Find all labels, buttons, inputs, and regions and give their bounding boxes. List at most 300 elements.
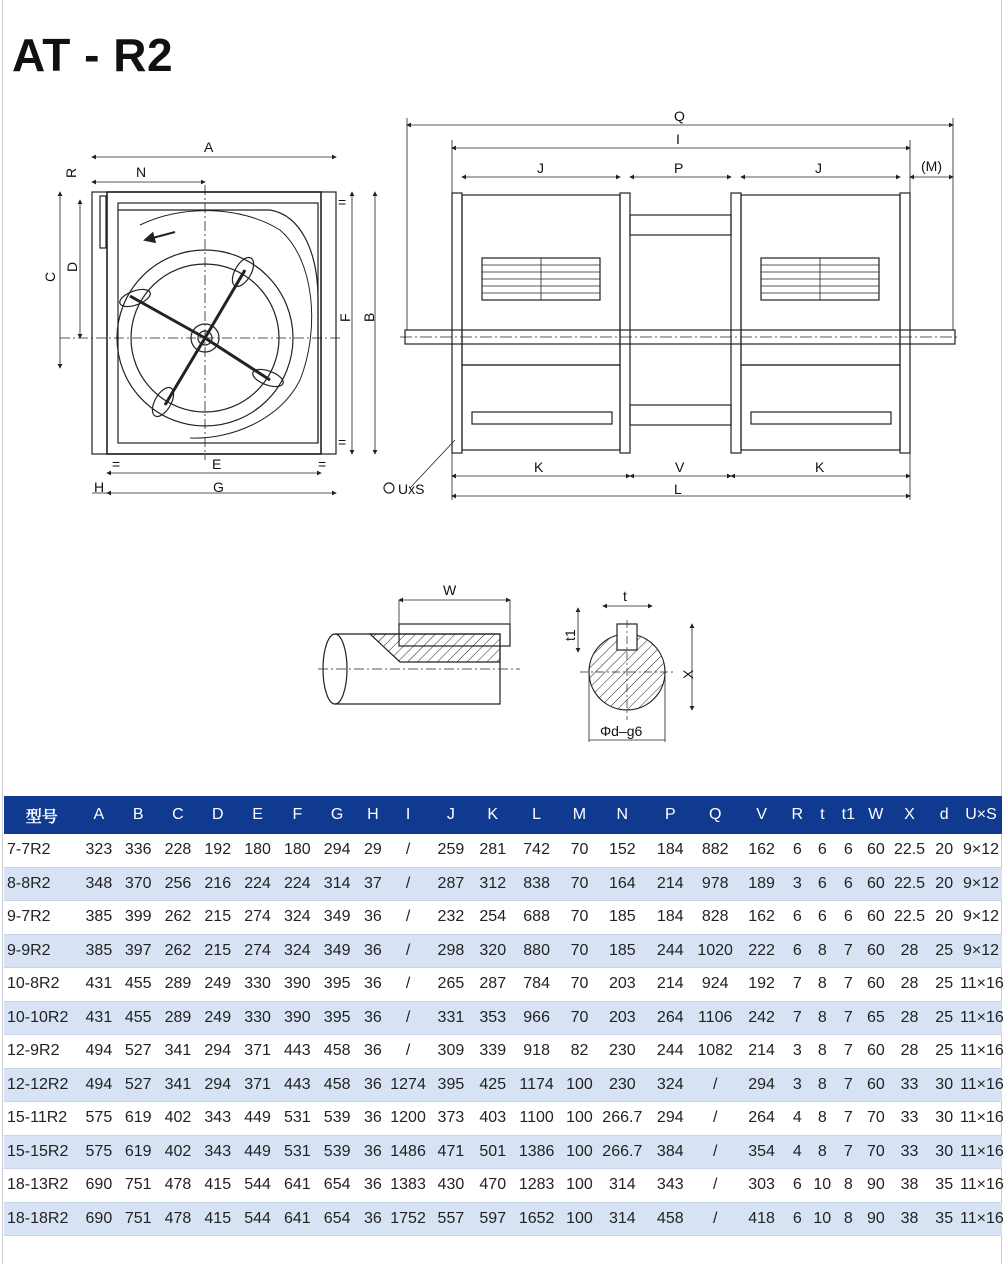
column-header: t: [809, 796, 836, 834]
svg-text:A: A: [204, 139, 214, 155]
table-cell: 25: [928, 968, 960, 1002]
table-cell: 33: [891, 1102, 929, 1136]
table-cell: /: [693, 1068, 738, 1102]
table-cell: 6: [786, 934, 809, 968]
svg-text:N: N: [136, 164, 147, 180]
table-cell: 28: [891, 934, 929, 968]
column-header: d: [928, 796, 960, 834]
table-cell: 471: [427, 1135, 474, 1169]
table-cell: 262: [158, 901, 198, 935]
table-cell: 8: [836, 1202, 862, 1236]
table-cell: 264: [738, 1102, 786, 1136]
table-cell: 527: [118, 1068, 158, 1102]
model-cell: 12-9R2: [4, 1035, 80, 1069]
table-cell: 978: [693, 867, 738, 901]
table-cell: 458: [317, 1035, 357, 1069]
table-cell: 36: [357, 934, 389, 968]
table-cell: 36: [357, 1135, 389, 1169]
table-cell: 35: [928, 1202, 960, 1236]
table-cell: 385: [80, 934, 119, 968]
table-cell: 371: [238, 1035, 278, 1069]
svg-text:X: X: [680, 669, 696, 679]
table-cell: 36: [357, 1202, 389, 1236]
table-cell: 6: [836, 834, 862, 867]
table-cell: /: [389, 867, 428, 901]
table-cell: 8: [809, 1102, 836, 1136]
column-header: F: [277, 796, 317, 834]
table-cell: 7: [786, 1001, 809, 1035]
column-header: M: [562, 796, 597, 834]
table-cell: 343: [648, 1169, 693, 1203]
table-cell: 828: [693, 901, 738, 935]
table-cell: 262: [158, 934, 198, 968]
column-header: H: [357, 796, 389, 834]
table-cell: 294: [738, 1068, 786, 1102]
table-cell: 331: [427, 1001, 474, 1035]
table-cell: 7: [836, 934, 862, 968]
table-cell: 242: [738, 1001, 786, 1035]
table-cell: 370: [118, 867, 158, 901]
svg-text:W: W: [443, 582, 457, 598]
page-title: AT - R2: [12, 29, 174, 81]
table-cell: 224: [238, 867, 278, 901]
table-row: [4, 1102, 1002, 1136]
table-cell: 1100: [511, 1102, 562, 1136]
svg-text:B: B: [361, 312, 377, 322]
spec-table: [4, 796, 1002, 1236]
table-cell: 7: [836, 1135, 862, 1169]
table-cell: 343: [198, 1102, 238, 1136]
svg-text:Φd–g6: Φd–g6: [600, 723, 643, 739]
table-cell: 690: [80, 1202, 119, 1236]
table-cell: 70: [861, 1102, 891, 1136]
model-cell: 12-12R2: [4, 1068, 80, 1102]
table-cell: 70: [861, 1135, 891, 1169]
table-cell: 3: [786, 867, 809, 901]
table-cell: 1652: [511, 1202, 562, 1236]
table-cell: 7: [836, 1068, 862, 1102]
table-cell: 82: [562, 1035, 597, 1069]
table-cell: 38: [891, 1202, 929, 1236]
model-cell: 15-15R2: [4, 1135, 80, 1169]
table-cell: 10: [809, 1202, 836, 1236]
table-cell: 8: [836, 1169, 862, 1203]
table-cell: 395: [427, 1068, 474, 1102]
table-cell: 281: [474, 834, 511, 867]
table-cell: 274: [238, 934, 278, 968]
table-cell: 390: [277, 968, 317, 1002]
table-cell: 343: [198, 1135, 238, 1169]
table-cell: 1274: [389, 1068, 428, 1102]
table-cell: 384: [648, 1135, 693, 1169]
table-cell: 60: [861, 1068, 891, 1102]
table-cell: 7: [836, 968, 862, 1002]
table-cell: 70: [562, 901, 597, 935]
table-cell: 224: [277, 867, 317, 901]
table-cell: 403: [474, 1102, 511, 1136]
table-cell: 8: [809, 1001, 836, 1035]
column-header: A: [80, 796, 119, 834]
table-cell: 22.5: [891, 901, 929, 935]
table-cell: 619: [118, 1135, 158, 1169]
table-cell: 230: [597, 1068, 648, 1102]
model-cell: 8-8R2: [4, 867, 80, 901]
table-cell: 349: [317, 901, 357, 935]
table-cell: 597: [474, 1202, 511, 1236]
column-header: N: [597, 796, 648, 834]
column-header: P: [648, 796, 693, 834]
table-cell: 314: [597, 1202, 648, 1236]
table-cell: 557: [427, 1202, 474, 1236]
table-cell: 162: [738, 834, 786, 867]
table-cell: 8: [809, 934, 836, 968]
table-cell: 455: [118, 1001, 158, 1035]
table-cell: 1174: [511, 1068, 562, 1102]
table-row: [4, 901, 1002, 935]
side-view-labels: [398, 108, 942, 497]
table-cell: 458: [317, 1068, 357, 1102]
table-cell: 184: [648, 901, 693, 935]
table-cell: 341: [158, 1068, 198, 1102]
model-cell: 7-7R2: [4, 834, 80, 867]
svg-text:=: =: [112, 456, 121, 472]
table-cell: 60: [861, 834, 891, 867]
table-row: [4, 1035, 1002, 1069]
table-cell: 654: [317, 1169, 357, 1203]
table-cell: 324: [648, 1068, 693, 1102]
table-cell: 443: [277, 1035, 317, 1069]
table-cell: 6: [786, 1202, 809, 1236]
table-cell: 36: [357, 1001, 389, 1035]
table-cell: 11×16: [960, 968, 1002, 1002]
table-cell: 222: [738, 934, 786, 968]
table-cell: 838: [511, 867, 562, 901]
svg-text:t1: t1: [562, 629, 578, 641]
table-cell: 256: [158, 867, 198, 901]
side-view: [384, 118, 960, 500]
shaft-detail: [318, 600, 692, 742]
table-cell: 314: [317, 867, 357, 901]
table-cell: 330: [238, 1001, 278, 1035]
column-header: X: [891, 796, 929, 834]
table-cell: 6: [836, 867, 862, 901]
table-cell: 431: [80, 968, 119, 1002]
table-cell: 192: [738, 968, 786, 1002]
table-cell: 90: [861, 1169, 891, 1203]
table-cell: 287: [474, 968, 511, 1002]
table-cell: 449: [238, 1102, 278, 1136]
table-cell: 8: [809, 1135, 836, 1169]
table-cell: 249: [198, 1001, 238, 1035]
table-cell: 9×12: [960, 834, 1002, 867]
table-cell: 312: [474, 867, 511, 901]
table-cell: 215: [198, 901, 238, 935]
table-cell: 494: [80, 1035, 119, 1069]
svg-text:Q: Q: [674, 108, 685, 124]
table-cell: 22.5: [891, 867, 929, 901]
table-cell: 35: [928, 1169, 960, 1203]
table-row: [4, 934, 1002, 968]
table-cell: 100: [562, 1068, 597, 1102]
table-cell: 70: [562, 834, 597, 867]
table-cell: 244: [648, 1035, 693, 1069]
model-cell: 10-8R2: [4, 968, 80, 1002]
table-cell: 294: [648, 1102, 693, 1136]
table-cell: 641: [277, 1202, 317, 1236]
table-cell: 20: [928, 867, 960, 901]
table-cell: 455: [118, 968, 158, 1002]
table-cell: 323: [80, 834, 119, 867]
svg-text:K: K: [815, 459, 825, 475]
svg-text:V: V: [675, 459, 685, 475]
table-cell: 1106: [693, 1001, 738, 1035]
table-cell: 7: [836, 1035, 862, 1069]
table-cell: 751: [118, 1169, 158, 1203]
table-cell: 1486: [389, 1135, 428, 1169]
table-cell: 287: [427, 867, 474, 901]
table-cell: 470: [474, 1169, 511, 1203]
table-cell: 8: [809, 1068, 836, 1102]
table-cell: 539: [317, 1135, 357, 1169]
table-cell: 430: [427, 1169, 474, 1203]
table-cell: 185: [597, 901, 648, 935]
table-cell: 70: [562, 968, 597, 1002]
table-cell: 70: [562, 867, 597, 901]
table-cell: 8: [809, 968, 836, 1002]
svg-text:C: C: [42, 271, 58, 282]
table-cell: 37: [357, 867, 389, 901]
table-row: [4, 1068, 1002, 1102]
model-cell: 15-11R2: [4, 1102, 80, 1136]
table-cell: 6: [786, 901, 809, 935]
column-header: E: [238, 796, 278, 834]
table-cell: 395: [317, 1001, 357, 1035]
table-cell: 28: [891, 1001, 929, 1035]
table-cell: /: [693, 1169, 738, 1203]
table-cell: 7: [786, 968, 809, 1002]
table-cell: /: [389, 1035, 428, 1069]
table-cell: 162: [738, 901, 786, 935]
table-cell: 289: [158, 1001, 198, 1035]
model-cell: 18-18R2: [4, 1202, 80, 1236]
table-cell: 70: [562, 1001, 597, 1035]
table-cell: 232: [427, 901, 474, 935]
model-cell: 10-10R2: [4, 1001, 80, 1035]
table-cell: 531: [277, 1135, 317, 1169]
table-cell: 30: [928, 1068, 960, 1102]
column-header: D: [198, 796, 238, 834]
table-cell: 184: [648, 834, 693, 867]
table-cell: 294: [317, 834, 357, 867]
table-cell: 60: [861, 934, 891, 968]
table-cell: 65: [861, 1001, 891, 1035]
column-header: t1: [836, 796, 862, 834]
table-body: [4, 834, 1002, 1236]
table-cell: 30: [928, 1102, 960, 1136]
table-cell: 11×16: [960, 1001, 1002, 1035]
table-cell: 244: [648, 934, 693, 968]
table-cell: 353: [474, 1001, 511, 1035]
table-cell: 3: [786, 1068, 809, 1102]
table-cell: /: [389, 1001, 428, 1035]
table-cell: 354: [738, 1135, 786, 1169]
table-cell: 203: [597, 968, 648, 1002]
table-cell: 216: [198, 867, 238, 901]
table-cell: 397: [118, 934, 158, 968]
table-cell: 478: [158, 1169, 198, 1203]
table-cell: 11×16: [960, 1068, 1002, 1102]
table-cell: 266.7: [597, 1102, 648, 1136]
table-cell: 544: [238, 1169, 278, 1203]
table-cell: 60: [861, 1035, 891, 1069]
table-cell: /: [389, 968, 428, 1002]
table-cell: 36: [357, 1169, 389, 1203]
table-cell: 402: [158, 1135, 198, 1169]
table-row: [4, 968, 1002, 1002]
table-cell: 320: [474, 934, 511, 968]
table-cell: 1200: [389, 1102, 428, 1136]
table-cell: 1752: [389, 1202, 428, 1236]
table-cell: 966: [511, 1001, 562, 1035]
table-cell: 415: [198, 1202, 238, 1236]
table-cell: 60: [861, 867, 891, 901]
table-cell: 192: [198, 834, 238, 867]
table-cell: 20: [928, 834, 960, 867]
model-cell: 18-13R2: [4, 1169, 80, 1203]
svg-text:E: E: [212, 456, 222, 472]
model-cell: 9-7R2: [4, 901, 80, 935]
table-cell: 11×16: [960, 1035, 1002, 1069]
column-header: B: [118, 796, 158, 834]
table-cell: 289: [158, 968, 198, 1002]
svg-text:(M): (M): [921, 158, 942, 174]
table-cell: 33: [891, 1068, 929, 1102]
table-cell: 4: [786, 1135, 809, 1169]
table-cell: 390: [277, 1001, 317, 1035]
table-cell: 214: [648, 968, 693, 1002]
table-cell: 373: [427, 1102, 474, 1136]
table-cell: 494: [80, 1068, 119, 1102]
table-cell: 324: [277, 901, 317, 935]
table-cell: 60: [861, 901, 891, 935]
table-cell: 28: [891, 968, 929, 1002]
table-row: [4, 1169, 1002, 1203]
table-cell: 880: [511, 934, 562, 968]
table-row: [4, 867, 1002, 901]
table-cell: /: [389, 934, 428, 968]
table-cell: 25: [928, 934, 960, 968]
table-cell: 203: [597, 1001, 648, 1035]
table-cell: 385: [80, 901, 119, 935]
table-row: [4, 834, 1002, 867]
table-cell: 531: [277, 1102, 317, 1136]
column-header: C: [158, 796, 198, 834]
table-cell: 36: [357, 1102, 389, 1136]
model-cell: 9-9R2: [4, 934, 80, 968]
table-row: [4, 1001, 1002, 1035]
table-cell: 324: [277, 934, 317, 968]
table-cell: 1082: [693, 1035, 738, 1069]
table-row: [4, 1202, 1002, 1236]
column-header: R: [786, 796, 809, 834]
table-cell: 641: [277, 1169, 317, 1203]
table-cell: 339: [474, 1035, 511, 1069]
table-cell: 303: [738, 1169, 786, 1203]
table-cell: 185: [597, 934, 648, 968]
table-cell: 20: [928, 901, 960, 935]
table-cell: 230: [597, 1035, 648, 1069]
table-cell: 349: [317, 934, 357, 968]
table-cell: 180: [277, 834, 317, 867]
table-cell: 458: [648, 1202, 693, 1236]
table-cell: 28: [891, 1035, 929, 1069]
table-cell: 6: [809, 834, 836, 867]
table-cell: 9×12: [960, 934, 1002, 968]
table-cell: 100: [562, 1102, 597, 1136]
column-header: 型号: [4, 796, 80, 834]
table-cell: 348: [80, 867, 119, 901]
svg-text:D: D: [64, 261, 80, 272]
table-cell: 341: [158, 1035, 198, 1069]
svg-text:=: =: [318, 456, 327, 472]
table-cell: 418: [738, 1202, 786, 1236]
table-cell: 214: [648, 867, 693, 901]
table-cell: 539: [317, 1102, 357, 1136]
table-cell: /: [693, 1102, 738, 1136]
svg-text:R: R: [63, 167, 79, 178]
table-cell: 11×16: [960, 1102, 1002, 1136]
table-cell: 100: [562, 1202, 597, 1236]
table-cell: 7: [836, 1102, 862, 1136]
table-cell: 11×16: [960, 1202, 1002, 1236]
svg-text:J: J: [815, 160, 822, 176]
table-cell: 152: [597, 834, 648, 867]
table-cell: /: [389, 834, 428, 867]
table-cell: 298: [427, 934, 474, 968]
table-cell: 60: [861, 968, 891, 1002]
table-cell: 36: [357, 968, 389, 1002]
table-cell: 371: [238, 1068, 278, 1102]
table-cell: 336: [118, 834, 158, 867]
table-cell: 1020: [693, 934, 738, 968]
table-cell: 10: [809, 1169, 836, 1203]
table-cell: 29: [357, 834, 389, 867]
table-cell: /: [389, 901, 428, 935]
table-cell: 254: [474, 901, 511, 935]
svg-text:H: H: [94, 479, 105, 495]
column-header: K: [474, 796, 511, 834]
table-cell: 1383: [389, 1169, 428, 1203]
table-cell: 402: [158, 1102, 198, 1136]
table-cell: 882: [693, 834, 738, 867]
table-cell: 575: [80, 1135, 119, 1169]
svg-text:=: =: [338, 434, 347, 450]
table-cell: 274: [238, 901, 278, 935]
table-cell: 478: [158, 1202, 198, 1236]
table-header-row: [4, 796, 1002, 834]
table-cell: 70: [562, 934, 597, 968]
table-cell: 431: [80, 1001, 119, 1035]
svg-text:G: G: [213, 479, 224, 495]
table-cell: 249: [198, 968, 238, 1002]
table-cell: 36: [357, 1068, 389, 1102]
table-cell: 314: [597, 1169, 648, 1203]
table-cell: 6: [786, 834, 809, 867]
table-cell: 6: [786, 1169, 809, 1203]
table-cell: 924: [693, 968, 738, 1002]
table-cell: 309: [427, 1035, 474, 1069]
svg-text:K: K: [534, 459, 544, 475]
